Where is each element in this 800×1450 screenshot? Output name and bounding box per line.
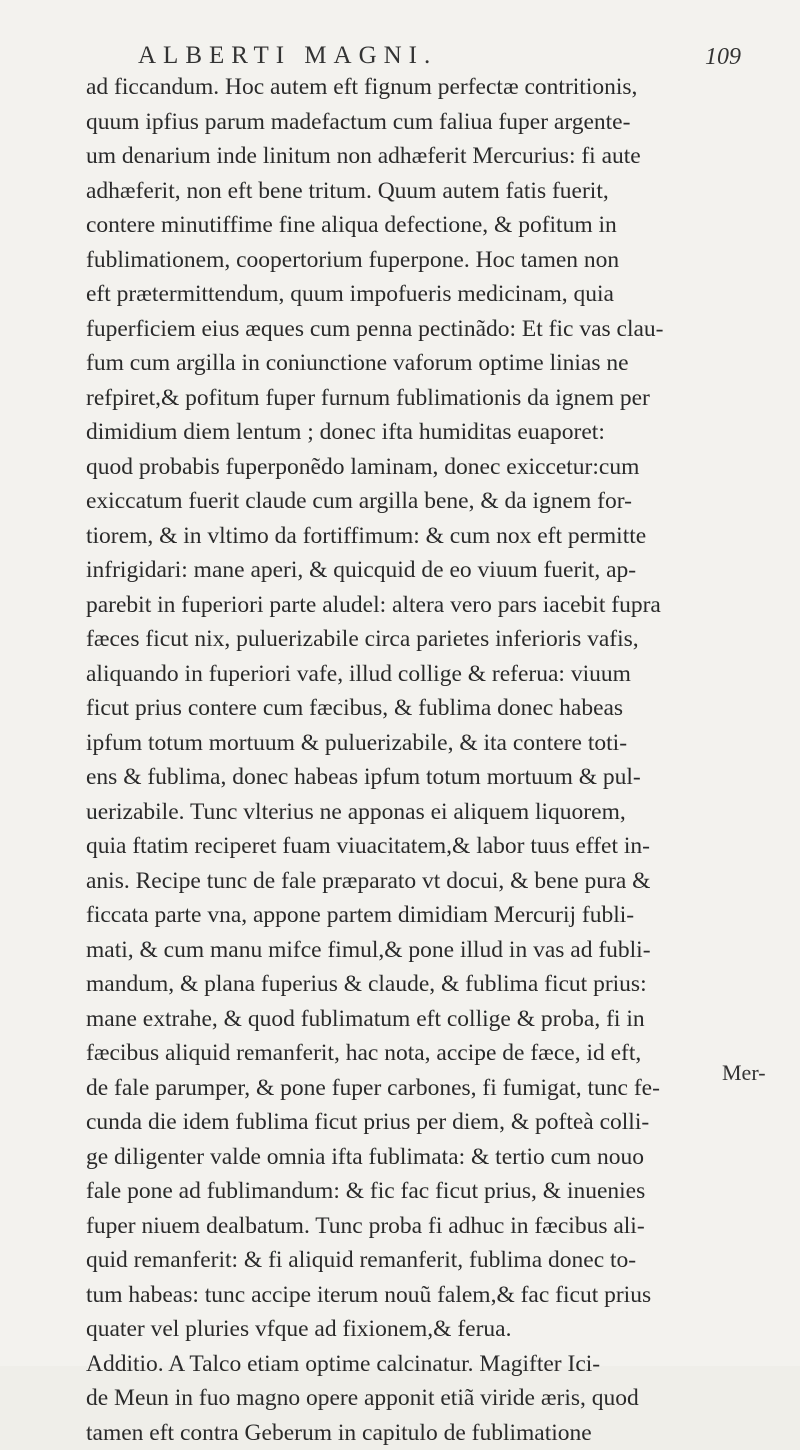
text-line: tum habeas: tunc accipe iterum nouũ falem,& fac ficut prius <box>86 1278 766 1313</box>
text-line: fum cum argilla in coniunctione vaforum optime linias ne <box>86 346 766 381</box>
text-line: de Meun in fuo magno opere apponit etiã viride æris, quod <box>86 1381 766 1416</box>
text-line: mati, & cum manu mifce fimul,& pone illud in vas ad fubli- <box>86 933 766 968</box>
text-line: ens & fublima, donec habeas ipfum totum mortuum & pul- <box>86 760 766 795</box>
text-line: dimidium diem lentum ; donec ifta humiditas euaporet: <box>86 415 766 450</box>
text-line: parebit in fuperiori parte aludel: altera vero pars iacebit fupra <box>86 588 766 623</box>
text-line: eft prætermittendum, quum impofueris medicinam, quia <box>86 277 766 312</box>
text-line: quod probabis fuperponẽdo laminam, donec exiccetur:cum <box>86 450 766 485</box>
text-line: Additio. A Talco etiam optime calcinatur. Magifter Ici- <box>86 1347 766 1382</box>
text-line: quia ftatim reciperet fuam viuacitatem,& labor tuus effet in- <box>86 829 766 864</box>
text-line: uerizabile. Tunc vlterius ne apponas ei aliquem liquorem, <box>86 795 766 830</box>
text-line: cunda die idem fublima ficut prius per diem, & pofteà colli- <box>86 1105 766 1140</box>
body-text <box>86 70 766 1450</box>
running-head: ALBERTI MAGNI. <box>138 42 437 70</box>
text-line: fæcibus aliquid remanferit, hac nota, accipe de fæce, id eft, <box>86 1036 766 1071</box>
text-line: ge diligenter valde omnia ifta fublimata: & tertio cum nouo <box>86 1140 766 1175</box>
text-line: adhæferit, non eft bene tritum. Quum autem fatis fuerit, <box>86 174 766 209</box>
text-line: contere minutiffime fine aliqua defectione, & pofitum in <box>86 208 766 243</box>
catchword: Mer- <box>722 1060 766 1086</box>
text-line: tiorem, & in vltimo da fortiffimum: & cum nox eft permitte <box>86 519 766 554</box>
text-line: fublimationem, coopertorium fuperpone. Hoc tamen non <box>86 243 766 278</box>
text-line: mane extrahe, & quod fublimatum eft collige & proba, fi in <box>86 1002 766 1037</box>
text-line: ad ficcandum. Hoc autem eft fignum perfectæ contritionis, <box>86 70 766 105</box>
text-line: ficut prius contere cum fæcibus, & fublima donec habeas <box>86 691 766 726</box>
text-line: tamen eft contra Geberum in capitulo de fublimatione <box>86 1416 766 1450</box>
text-line: um denarium inde linitum non adhæferit Mercurius: fi aute <box>86 139 766 174</box>
text-line: fæces ficut nix, puluerizabile circa parietes inferioris vafis, <box>86 622 766 657</box>
text-line: quid remanferit: & fi aliquid remanferit, fublima donec to- <box>86 1243 766 1278</box>
text-line: refpiret,& pofitum fuper furnum fublimationis da ignem per <box>86 381 766 416</box>
text-line: exiccatum fuerit claude cum argilla bene, & da ignem for- <box>86 484 766 519</box>
text-line: ipfum totum mortuum & puluerizabile, & ita contere toti- <box>86 726 766 761</box>
text-line: anis. Recipe tunc de fale præparato vt docui, & bene pura & <box>86 864 766 899</box>
text-line: aliquando in fuperiori vafe, illud collige & referua: viuum <box>86 657 766 692</box>
text-line: fuperficiem eius æques cum penna pectinãdo: Et fic vas clau- <box>86 312 766 347</box>
text-line: de fale parumper, & pone fuper carbones, fi fumigat, tunc fe- <box>86 1071 766 1106</box>
text-line: quum ipfius parum madefactum cum faliua fuper argente- <box>86 105 766 140</box>
text-line: mandum, & plana fuperius & claude, & fublima ficut prius: <box>86 967 766 1002</box>
text-line: fuper niuem dealbatum. Tunc proba fi adhuc in fæcibus ali- <box>86 1209 766 1244</box>
text-line: fale pone ad fublimandum: & fic fac ficut prius, & inuenies <box>86 1174 766 1209</box>
text-line: ficcata parte vna, appone partem dimidiam Mercurij fubli- <box>86 898 766 933</box>
text-line: infrigidari: mane aperi, & quicquid de eo viuum fuerit, ap- <box>86 553 766 588</box>
text-line: quater vel pluries vfque ad fixionem,& ferua. <box>86 1312 766 1347</box>
page-number: 109 <box>705 44 741 71</box>
